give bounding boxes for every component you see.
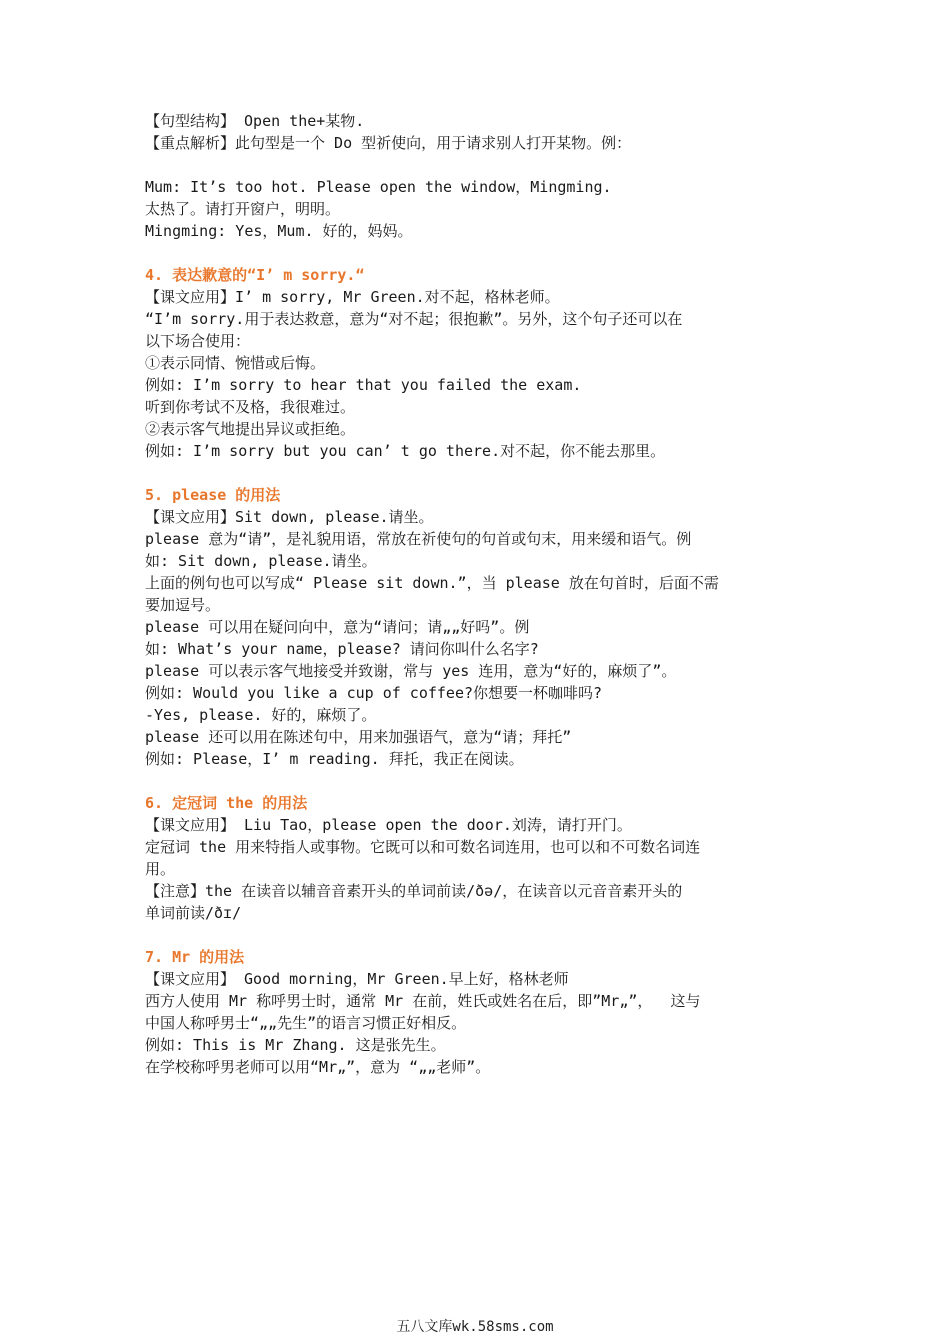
section-spacer [145, 242, 810, 264]
text-line: 西方人使用 Mr 称呼男士时，通常 Mr 在前，姓氏或姓名在后，即”Mr„”， 这与 [145, 992, 701, 1010]
section-heading: 5. please 的用法 [145, 486, 281, 504]
text-line: “I’m sorry.用于表达救意，意为“对不起；很抱歉”。另外，这个句子还可以在 [145, 310, 683, 328]
section-spacer [145, 770, 810, 792]
text-line: ①表示同情、惋惜或后悔。 [145, 354, 326, 372]
text-line: 【课文应用】Sit down, please.请坐。 [145, 508, 434, 526]
text-line: 以下场合使用： [145, 332, 251, 350]
text-line: 【句型结构】 Open the+某物. [145, 112, 365, 130]
text-line: -Yes, please. 好的，麻烦了。 [145, 706, 377, 724]
text-line: 例如: I’m sorry but you can’ t go there.对不起，你不能去那里。 [145, 442, 666, 460]
blank-line [145, 154, 810, 176]
text-line: please 可以表示客气地接受并致谢，常与 yes 连用，意为“好的，麻烦了”。 [145, 662, 677, 680]
text-line: 在学校称呼男老师可以用“Mr„”，意为 “„„老师”。 [145, 1058, 491, 1076]
section-4 [145, 264, 810, 462]
section-6 [145, 792, 810, 924]
section-heading: 6. 定冠词 the 的用法 [145, 794, 308, 812]
text-line: 中国人称呼男士“„„先生”的语言习惯正好相反。 [145, 1014, 467, 1032]
section-intro [145, 110, 810, 242]
text-line: 例如: This is Mr Zhang. 这是张先生。 [145, 1036, 446, 1054]
text-line: 定冠词 the 用来特指人或事物。它既可以和可数名词连用，也可以和不可数名词连 [145, 838, 701, 856]
text-line: 例如: I’m sorry to hear that you failed the exam. [145, 376, 582, 394]
text-line: 【课文应用】I’ m sorry, Mr Green.对不起，格林老师。 [145, 288, 560, 306]
text-line: 例如: Please，I’ m reading. 拜托，我正在阅读。 [145, 750, 524, 768]
section-heading: 4. 表达歉意的“I’ m sorry.“ [145, 266, 365, 284]
section-spacer [145, 924, 810, 946]
text-line: please 意为“请”，是礼貌用语，常放在祈使句的句首或句末，用来缓和语气。例 [145, 530, 692, 548]
text-line: please 还可以用在陈述句中，用来加强语气，意为“请；拜托” [145, 728, 572, 746]
text-line: 【重点解析】此句型是一个 Do 型祈使向，用于请求别人打开某物。例： [145, 134, 632, 152]
text-line: 如: Sit down, please.请坐。 [145, 552, 377, 570]
text-line: Mum: It’s too hot. Please open the window，Mingming. [145, 178, 612, 196]
text-line: 【课文应用】 Good morning，Mr Green.早上好，格林老师 [145, 970, 569, 988]
text-line: 【课文应用】 Liu Tao，please open the door.刘涛，请打开门。 [145, 816, 632, 834]
section-7 [145, 946, 810, 1078]
text-line: Mingming: Yes，Mum. 好的，妈妈。 [145, 222, 413, 240]
page-footer-watermark: 五八文库wk.58sms.com [396, 1319, 554, 1335]
section-spacer [145, 462, 810, 484]
text-line: 例如: Would you like a cup of coffee?你想要一杯咖啡吗? [145, 684, 603, 702]
text-line: 如: What’s your name，please? 请问你叫什么名字? [145, 640, 539, 658]
text-line: 【注意】the 在读音以辅音音素开头的单词前读/ðə/，在读音以元音音素开头的 [145, 882, 683, 900]
section-heading: 7. Mr 的用法 [145, 948, 245, 966]
text-line: ②表示客气地提出异议或拒绝。 [145, 420, 356, 438]
text-line: please 可以用在疑问向中，意为“请问；请„„好吗”。例 [145, 618, 530, 636]
text-line: 太热了。请打开窗户，明明。 [145, 200, 341, 218]
document-body [145, 110, 810, 1078]
text-line: 单词前读/ðɪ/ [145, 904, 242, 922]
text-line: 用。 [145, 860, 176, 878]
section-5 [145, 484, 810, 770]
text-line: 要加逗号。 [145, 596, 221, 614]
text-line: 听到你考试不及格，我很难过。 [145, 398, 356, 416]
text-line: 上面的例句也可以写成“ Please sit down.”，当 please 放在句首时，后面不需 [145, 574, 719, 592]
